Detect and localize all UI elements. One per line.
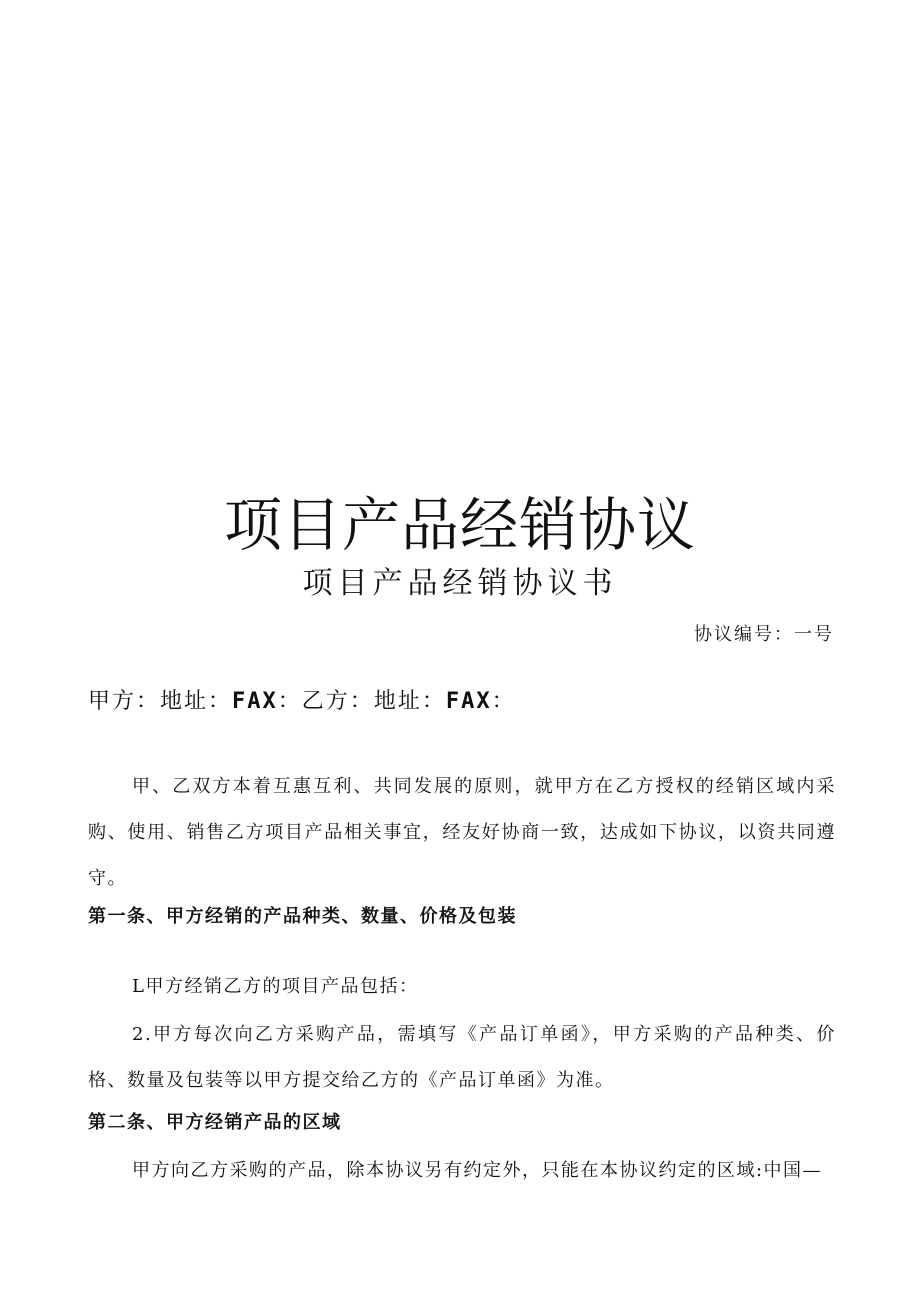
agreement-number: 协议编号：一号	[694, 624, 834, 645]
party-b-label: 乙方：	[301, 689, 374, 714]
party-a-label: 甲方：	[88, 689, 161, 714]
article-2-heading: 第二条、甲方经销产品的区域	[88, 1112, 342, 1133]
intro-paragraph: 甲、乙双方本着互惠互利、共同发展的原则，就甲方在乙方授权的经销区域内采购、使用、销售乙方项目产品相关事宜，经友好协商一致，达成如下协议，以资共同遵守。	[88, 776, 836, 889]
article-1-heading: 第一条、甲方经销的产品种类、数量、价格及包装	[88, 906, 517, 927]
party-b-fax-colon: ：	[491, 689, 516, 714]
document-subtitle: 项目产品经销协议书	[302, 566, 618, 601]
party-b-fax-label: FAX	[445, 689, 492, 714]
article-1-item-2: 2.甲方每次向乙方采购产品，需填写《产品订单函》，甲方采购的产品种类、价格、数量及包装等以甲方提交给乙方的《产品订单函》为准。	[88, 1024, 836, 1091]
party-b-address-label: 地址：	[373, 689, 446, 714]
article-2-paragraph: 甲方向乙方采购的产品，除本协议另有约定外，只能在本协议约定的区域:中国—	[132, 1160, 823, 1181]
article-1-item-1: L甲方经销乙方的项目产品包括：	[132, 976, 419, 997]
party-a-fax-colon: ：	[277, 689, 302, 714]
party-a-fax-label: FAX	[232, 689, 278, 714]
document-title: 项目产品经销协议	[223, 491, 696, 559]
party-a-address-label: 地址：	[160, 689, 233, 714]
parties-line	[88, 686, 516, 718]
